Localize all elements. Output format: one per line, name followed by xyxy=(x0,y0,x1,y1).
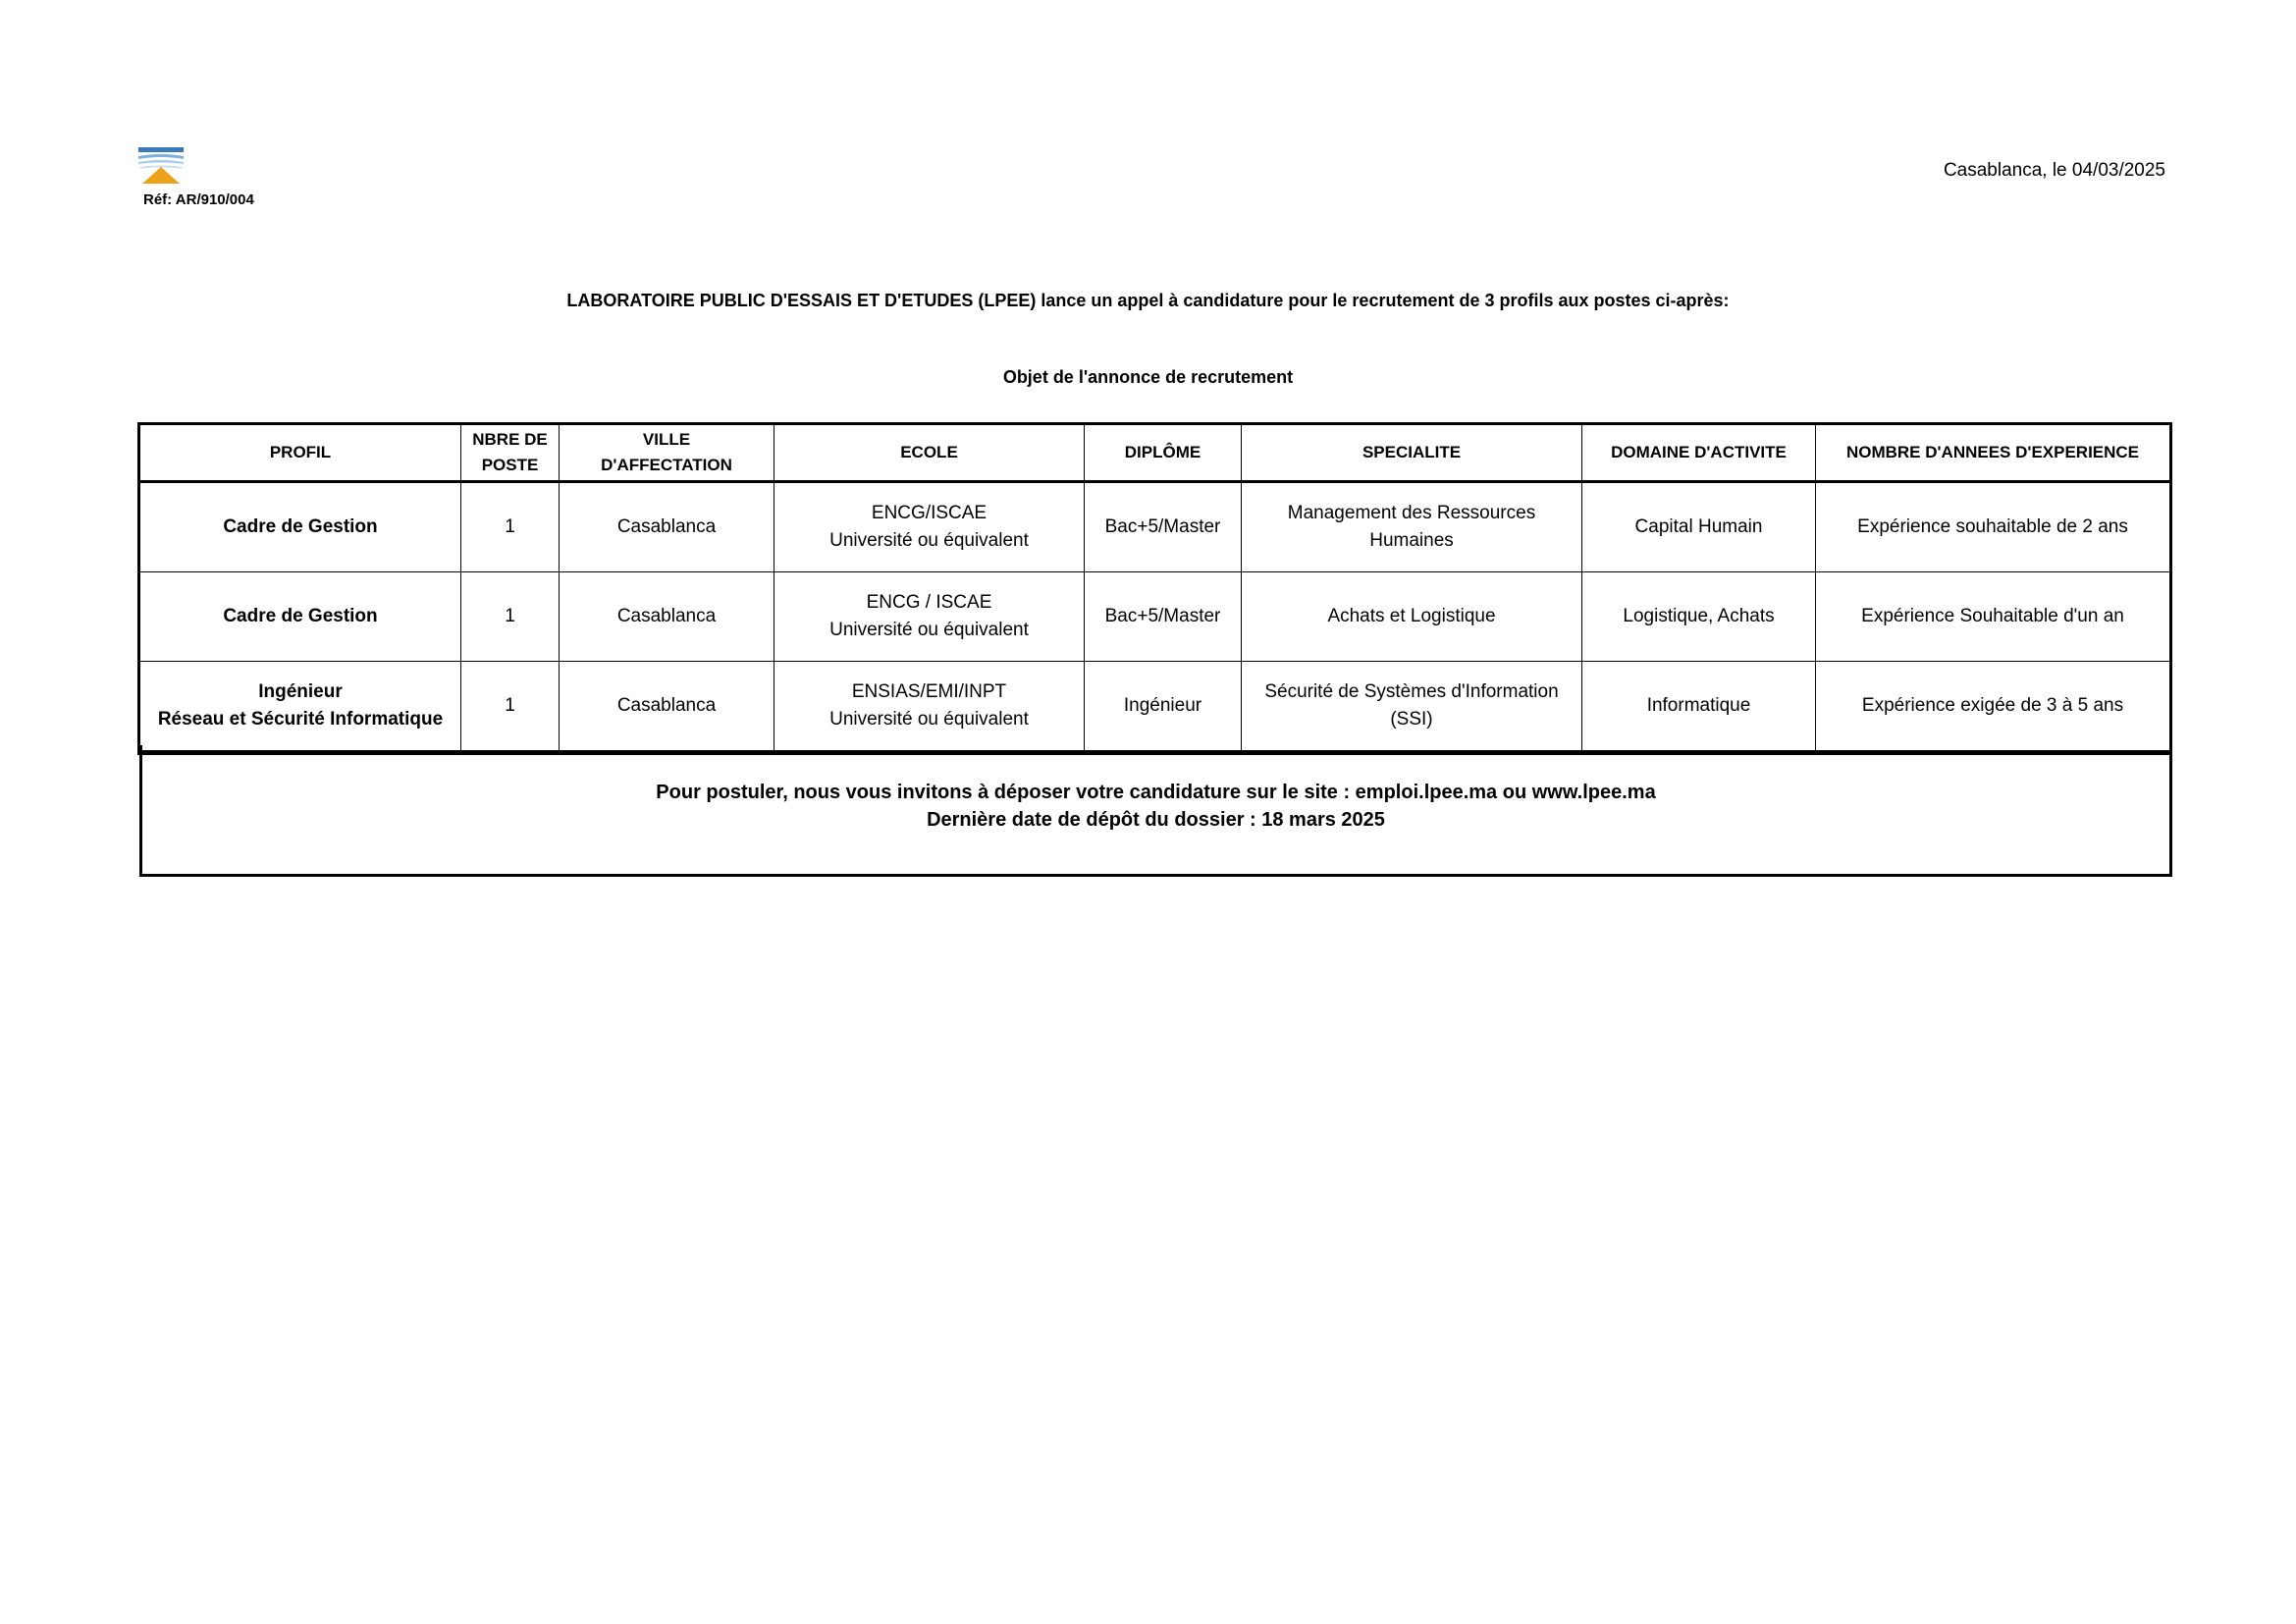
header-ville: VILLE D'AFFECTATION xyxy=(560,425,774,482)
cell-nbre-poste: 1 xyxy=(461,572,560,662)
application-deadline: Dernière date de dépôt du dossier : 18 mars 2025 xyxy=(927,809,1385,831)
cell-nbre-poste: 1 xyxy=(461,482,560,572)
cell-ecole: ENCG / ISCAE Université ou équivalent xyxy=(774,572,1085,662)
header-domaine: DOMAINE D'ACTIVITE xyxy=(1582,425,1816,482)
cell-profil: Ingénieur Réseau et Sécurité Informatique xyxy=(140,662,461,752)
cell-domaine: Capital Humain xyxy=(1582,482,1816,572)
application-instructions: Pour postuler, nous vous invitons à déposer votre candidature sur le site : emploi.lpee.ma ou www.lpee.ma xyxy=(656,782,1656,803)
lpee-logo xyxy=(138,147,184,185)
header-specialite: SPECIALITE xyxy=(1242,425,1582,482)
cell-ville: Casablanca xyxy=(560,662,774,752)
table-row xyxy=(140,572,2170,662)
header-nbre-poste: NBRE DE POSTE xyxy=(461,425,560,482)
cell-diplome: Bac+5/Master xyxy=(1085,572,1242,662)
cell-diplome: Ingénieur xyxy=(1085,662,1242,752)
cell-ecole: ENSIAS/EMI/INPT Université ou équivalent xyxy=(774,662,1085,752)
cell-nbre-poste: 1 xyxy=(461,662,560,752)
place-date: Casablanca, le 04/03/2025 xyxy=(1943,160,2165,181)
table-header-row xyxy=(140,425,2170,482)
cell-domaine: Logistique, Achats xyxy=(1582,572,1816,662)
cell-profil: Cadre de Gestion xyxy=(140,482,461,572)
header-profil: PROFIL xyxy=(140,425,461,482)
cell-specialite: Management des Ressources Humaines xyxy=(1242,482,1582,572)
cell-experience: Expérience souhaitable de 2 ans xyxy=(1816,482,2170,572)
cell-specialite: Sécurité de Systèmes d'Information (SSI) xyxy=(1242,662,1582,752)
header-experience: NOMBRE D'ANNEES D'EXPERIENCE xyxy=(1816,425,2170,482)
cell-ville: Casablanca xyxy=(560,482,774,572)
table-row xyxy=(140,482,2170,572)
header-diplome: DIPLÔME xyxy=(1085,425,1242,482)
cell-domaine: Informatique xyxy=(1582,662,1816,752)
recruitment-table xyxy=(139,424,2170,753)
cell-experience: Expérience exigée de 3 à 5 ans xyxy=(1816,662,2170,752)
cell-ville: Casablanca xyxy=(560,572,774,662)
announcement-intro: LABORATOIRE PUBLIC D'ESSAIS ET D'ETUDES (LPEE) lance un appel à candidature pour le recrutement de 3 profils aux postes ci-après: xyxy=(566,291,1730,310)
cell-profil: Cadre de Gestion xyxy=(140,572,461,662)
table-row xyxy=(140,662,2170,752)
application-info-box xyxy=(139,745,2172,877)
cell-experience: Expérience Souhaitable d'un an xyxy=(1816,572,2170,662)
cell-diplome: Bac+5/Master xyxy=(1085,482,1242,572)
header-ecole: ECOLE xyxy=(774,425,1085,482)
reference-number: Réf: AR/910/004 xyxy=(143,191,254,208)
cell-ecole: ENCG/ISCAE Université ou équivalent xyxy=(774,482,1085,572)
cell-specialite: Achats et Logistique xyxy=(1242,572,1582,662)
announcement-subject: Objet de l'annonce de recrutement xyxy=(1002,367,1294,387)
